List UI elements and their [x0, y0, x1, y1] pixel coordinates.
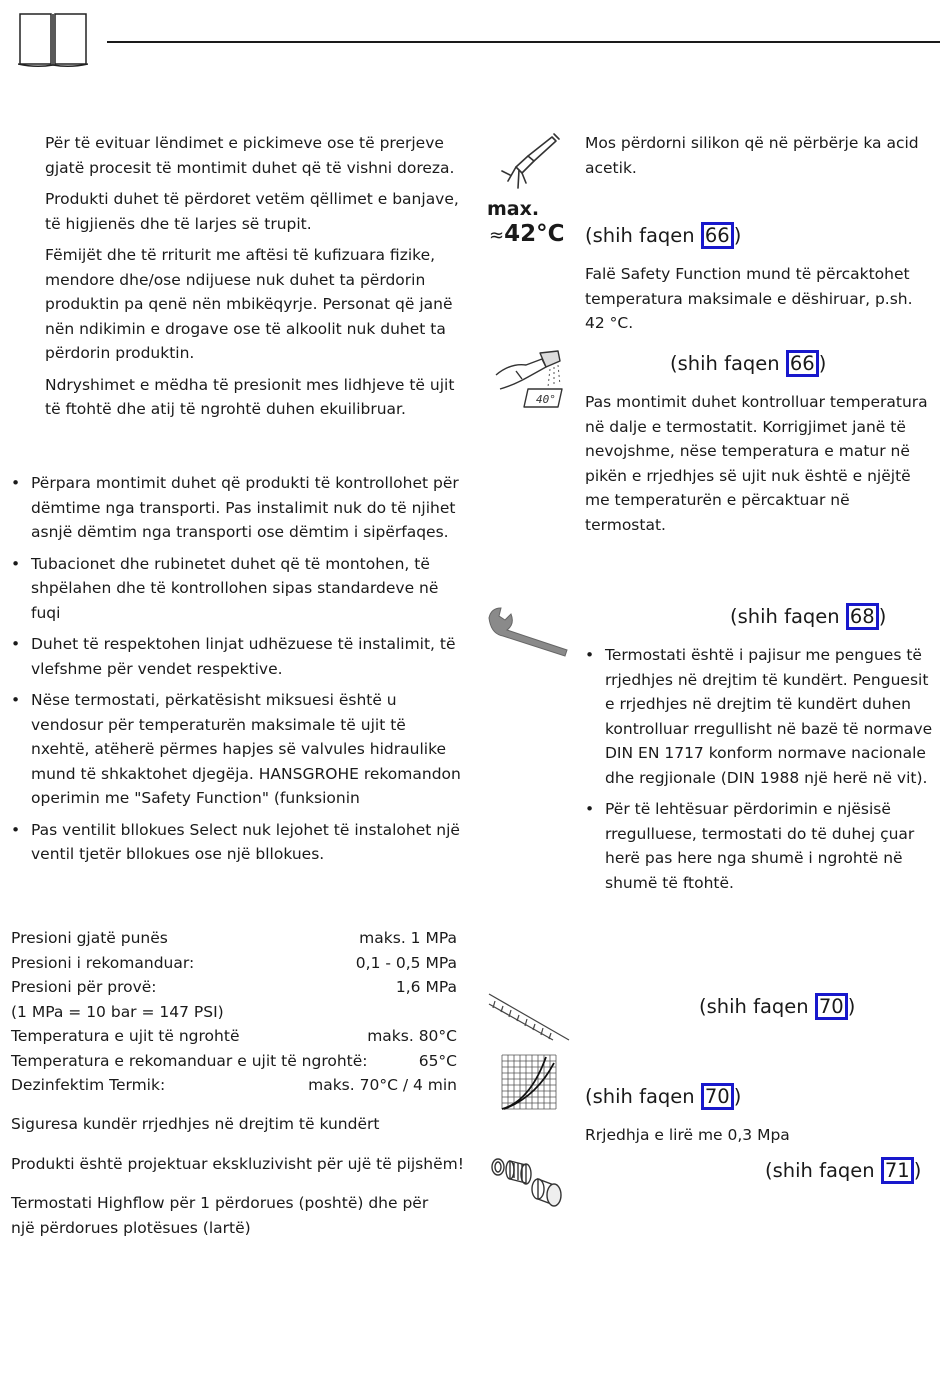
see-page-suffix: )	[878, 605, 887, 628]
tech-row	[11, 1000, 457, 1025]
assembly-note: • Duhet të respektohen linjat udhëzuese të instalimit, të vlefshme për vendet respektive.	[11, 632, 461, 681]
thermometer-reading: 40°	[536, 393, 556, 406]
tech-value: 1,6 MPa	[395, 978, 457, 996]
see-page-prefix: (shih faqen	[699, 995, 815, 1018]
header-rule	[107, 41, 940, 43]
dimensions-ruler-icon	[487, 992, 571, 1042]
tech-value: maks. 70°C / 4 min	[308, 1076, 457, 1094]
see-page-spare-parts	[765, 1157, 921, 1184]
tech-value: 65°C	[418, 1051, 457, 1070]
safety-function-text: Falë Safety Function mund të përcaktohet temperatura maksimale e dëshiruar, p.sh. 42 °C.	[585, 265, 913, 332]
see-page-prefix: (shih faqen	[585, 224, 701, 247]
tech-value: maks. 80°C	[367, 1027, 457, 1045]
see-page-maintenance	[730, 603, 886, 630]
tech-row	[11, 926, 457, 951]
assembly-notes-list	[11, 471, 461, 874]
wrench-icon	[487, 604, 571, 658]
page-link-68[interactable]: 68	[846, 603, 879, 630]
backflow-text: Siguresa kundër rrjedhjes në drejtim të kundërt	[11, 1115, 380, 1133]
tech-label: Presioni i rekomanduar:	[11, 953, 195, 972]
see-page-suffix: )	[847, 995, 856, 1018]
max-temp-badge	[489, 221, 564, 249]
see-page-prefix: (shih faqen	[730, 605, 846, 628]
safety-notes	[45, 131, 463, 429]
manual-book-icon	[18, 10, 88, 68]
hand-thermometer-icon	[492, 349, 564, 411]
safety-note: Produkti duhet të përdoret vetëm qëllimet e banjave, të higjienës dhe të larjes së trupit.	[45, 190, 459, 233]
see-page-flow-diagram	[585, 1083, 741, 1110]
tech-row	[11, 1049, 457, 1074]
technical-data	[11, 926, 457, 1098]
see-page-prefix: (shih faqen	[765, 1159, 881, 1182]
spare-parts-icon	[488, 1153, 572, 1211]
see-page-safety-function	[585, 222, 741, 249]
assembly-note: • Pas ventilit bllokues Select nuk lejohet të instalohet një ventil tjetër bllokues ose një bllokues.	[11, 818, 461, 867]
maintenance-note: • Për të lehtësuar përdorimin e njësisë rregulluese, termostati do të duhej çuar herë pas here nga shumë i ngrohtë në shumë të ftohtë.	[585, 797, 937, 895]
assembly-note: • Përpara montimit duhet që produkti të kontrollohet për dëmtime nga transporti. Pas instalimit nuk do të njihet asnjë dëmtim nga transporti ose dëmtim i sipërfaqes.	[11, 471, 461, 545]
tech-value: 0,1 - 0,5 MPa	[355, 953, 457, 972]
page-link-70[interactable]: 70	[815, 993, 848, 1020]
highflow-text: Termostati Highflow për 1 përdorues (poshtë) dhe për një përdorues plotësues (lartë)	[11, 1194, 429, 1237]
see-page-adjustment	[670, 350, 826, 377]
adjustment-text: Pas montimit duhet kontrolluar temperatura në dalje e termostatit. Korrigjimet janë të nevojshme, nëse temperatura e matur në pikën e rrjedhjes së ujit nuk është e njëjtë me temperaturën e përcaktuar në termostat.	[585, 393, 928, 534]
flow-text: Rrjedhja e lirë me 0,3 Mpa	[585, 1126, 790, 1144]
drinking-water-text: Produkti është projektuar ekskluzivisht për ujë të pijshëm!	[11, 1155, 464, 1173]
tech-label: Presioni gjatë punës	[11, 929, 168, 947]
safety-note: Për të evituar lëndimet e pickimeve ose të prerjeve gjatë procesit të montimit duhet që të vishni doreza.	[45, 134, 455, 177]
see-page-suffix: )	[913, 1159, 922, 1182]
tech-row	[11, 1024, 457, 1049]
page-link-70[interactable]: 70	[701, 1083, 734, 1110]
see-page-prefix: (shih faqen	[670, 352, 786, 375]
flow-diagram-icon	[500, 1053, 558, 1111]
see-page-suffix: )	[733, 1085, 742, 1108]
tech-row	[11, 1073, 457, 1098]
page-link-66[interactable]: 66	[701, 222, 734, 249]
max-label: max.	[487, 198, 540, 220]
approx-sign: ≈	[489, 225, 505, 246]
silicone-gun-icon	[496, 131, 562, 191]
max-temp-value: 42°C	[504, 221, 565, 247]
assembly-note: • Nëse termostati, përkatësisht miksuesi është u vendosur për temperaturën maksimale të ujit të nxehtë, atëherë përmes hapjes së valvules hidraulike mund të shkaktohet djegëja. HANSGROHE rekomandon operimin me "Safety Function" (funksionin	[11, 688, 461, 811]
see-page-suffix: )	[733, 224, 742, 247]
tech-value: maks. 1 MPa	[359, 929, 457, 947]
see-page-suffix: )	[818, 352, 827, 375]
tech-label: (1 MPa = 10 bar = 147 PSI)	[11, 1002, 224, 1021]
page-link-66[interactable]: 66	[786, 350, 819, 377]
tech-label: Temperatura e ujit të ngrohtë	[11, 1027, 240, 1045]
tech-row	[11, 975, 457, 1000]
maintenance-note: • Termostati është i pajisur me pengues të rrjedhjes në drejtim të kundërt. Penguesit e rrjedhjes në drejtim të kundërt duhen kontrolluar rregullisht në bazë të normave DIN EN 1717 konform normave nacionale dhe regjionale (DIN 1988 një herë në vit).	[585, 643, 937, 790]
see-page-prefix: (shih faqen	[585, 1085, 701, 1108]
see-page-dimensions	[699, 993, 855, 1020]
page-link-71[interactable]: 71	[881, 1157, 914, 1184]
tech-label: Dezinfektim Termik:	[11, 1076, 166, 1094]
maintenance-notes-list	[585, 643, 937, 902]
tech-row	[11, 951, 457, 976]
silicone-text: Mos përdorni silikon që në përbërje ka acid acetik.	[585, 134, 919, 177]
tech-label: Presioni për provë:	[11, 978, 157, 996]
assembly-note: • Tubacionet dhe rubinetet duhet që të montohen, të shpëlahen dhe të kontrollohen sipas standardeve në fuqi	[11, 552, 461, 626]
safety-note: Fëmijët dhe të rriturit me aftësi të kufizuara fizike, mendore dhe/ose ndijuese nuk duhet ta përdorin produktin pa qenë nën mbikëqyrje. Personat që janë nën ndikimin e drogave ose të alkoolit nuk duhet ta përdorin produktin.	[45, 246, 453, 362]
safety-note: Ndryshimet e mëdha të presionit mes lidhjeve të ujit të ftohtë dhe atij të ngrohtë duhen ekuilibruar.	[45, 375, 455, 418]
tech-label: Temperatura e rekomanduar e ujit të ngrohtë:	[11, 1051, 368, 1070]
